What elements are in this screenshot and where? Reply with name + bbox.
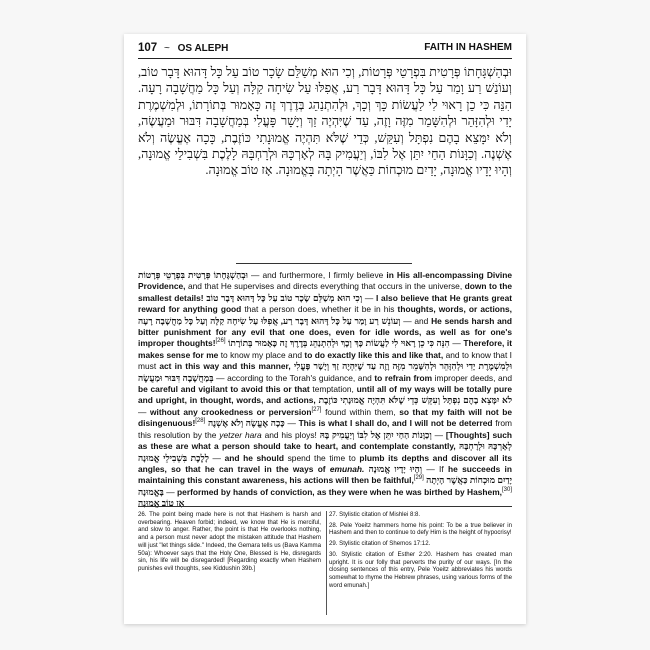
translation-bold: performed by hands of conviction, as they were when he was birthed by Hashem,: [177, 486, 502, 497]
hebrew-phrase: וּבְהַשְׁגָּחָתוֹ פְּרָטִית בִּפְרָטֵי פְּרָטוֹת: [138, 270, 248, 280]
translation-text: — If: [422, 463, 448, 474]
footnote-27: 27. Stylistic citation of Mishlei 8:8.: [329, 511, 421, 518]
section-divider: [236, 263, 412, 264]
translation-text: that a person does, whether it be in his: [241, 304, 398, 315]
translation-bold: he succeeds in maintaining this constant awareness, his actions will then be faithful,: [138, 463, 512, 486]
footnote-ref[interactable]: [28]: [195, 418, 206, 425]
translation-bold: He sends harsh and bitter punishment for any evil that one does, even for idle words, as well as for one's improper thoughts!: [138, 315, 512, 349]
translation-text: — according to the Torah's guidance, and: [213, 372, 375, 383]
translation-italic: emunah.: [329, 463, 365, 474]
translation-text: temptation,: [309, 384, 357, 395]
column-divider: [326, 511, 327, 615]
hebrew-phrase: כְּדֵי שֶׁלֹּא תִּהְיֶה אֱמוּנָתִי כּוֹזֶבֶת: [318, 395, 419, 406]
translation-text: —: [431, 429, 446, 440]
hebrew-phrase: כָּל דָּהוּא דָּבָר טוֹב: [206, 292, 266, 303]
translation-bold: Therefore, it makes sense for me: [138, 338, 513, 360]
translation-text: and his ploys!: [261, 429, 317, 440]
footnote-ref[interactable]: [26]: [215, 338, 226, 345]
footnotes-right-column: [329, 511, 512, 592]
hebrew-phrase: וְהָיוּ יָדָיו אֱמוּנָה: [368, 463, 423, 474]
hebrew-phrase: וְכִי הוּא מְשַׁלֵּם שָׂכָר טוֹב עַל: [268, 292, 363, 303]
translation-text: found within them,: [321, 406, 400, 417]
translation-bold: to do exactly like this and like that,: [304, 349, 444, 360]
translation-text: and that He supervises and directs everything that occurs in the universe,: [185, 281, 465, 292]
translation-bold: be careful and vigilant to avoid this or that: [138, 384, 310, 395]
hebrew-phrase: וְעוֹנֵשׁ רַע וָמַר עַל כָּל דָּהוּא דָּבָר רַע, אֲפִלּוּ עַל שִׂיחָה קַלָּה וְעַל כָּל מַחֲשָׁבָה רָעָה: [138, 315, 401, 326]
footnote-ref[interactable]: [30]: [501, 486, 512, 493]
footnotes-area: [138, 506, 512, 619]
hebrew-phrase: וְכַוָּנוֹת הַחַי יִתֵּן אֶל לִבּוֹ וְיַעֲמִיק בָּהּ: [319, 429, 432, 440]
footnote-29: 29. Stylistic citation of Shemos 17:12.: [329, 540, 431, 548]
translation-text: —: [362, 292, 376, 303]
page-number: 107: [138, 42, 158, 54]
hebrew-phrase: וּלְהִתְנַהֵג בְּדֶרֶךְ זֶה כָּאָמוּר בְּתוֹרָתוֹ: [228, 338, 339, 349]
footnote-28: 28. Pele Yoeitz hammers home his point: To be a true believer in Hashem and then to continue to defy Him is the height of hypocrisy!: [329, 521, 512, 537]
translation-bold: act in this way and this manner,: [159, 361, 291, 372]
translation-text: from this resolution by the: [138, 418, 512, 440]
footnotes-left-column: [138, 511, 321, 576]
hebrew-phrase: לֹא יִמָּצֵא בָהֶם נִפְתָּל וְעִקֵּשׁ: [421, 395, 513, 406]
section-title: OS ALEPH: [177, 43, 229, 54]
translation-bold: I also believe that He grants great reward for anything good: [138, 292, 513, 315]
translation-text: —: [208, 452, 225, 463]
translation-bold: in His all-encompassing Divine Providence,: [138, 270, 512, 292]
hebrew-phrase: אָז טוֹב אֱמוּנָה: [138, 498, 185, 509]
footnote-26: 26. The point being made here is not that Hashem is harsh and overbearing. Heaven forbid; indeed, we know that He is merciful, and slow to anger. Rather, the point is that He overlooks nothing, and a person must never adopt the mistaken attitude that Hashem will just "let things slide." Indeed, the Gemara tells us (Bava Kamma 50a): Whoever says that the Holy One, Blessed is He, disregards sin, his life will be disregarded! [Regarding exactly when Hashem punishes evil thoughts, see Kiddushin 39b.]: [138, 511, 321, 572]
translation-bold: to refrain from: [374, 372, 433, 383]
translation-bold: thoughts, words, or actions,: [397, 304, 513, 315]
translation-text: —: [284, 418, 299, 429]
book-page: [124, 34, 526, 624]
running-header: [138, 40, 512, 59]
translation-text: and to know that I must: [138, 349, 513, 372]
translation-bold: [Thoughts] such as these are what a person should take to heart, and contemplate constantly,: [138, 429, 512, 452]
translation-bold: plumb its depths and discover all its angles, so that he can travel in the ways of: [138, 452, 513, 474]
translation-block: [138, 270, 513, 509]
hebrew-paragraph: וּבְהַשְׁגָּחָתוֹ פְּרָטִית בִּפְרָטֵי פְּרָטוֹת, וְכִי הוּא מְשַׁלֵּם שָׂכָר טוֹב עַל כָּל דָּהוּא דָּבָר טוֹב, וְעוֹנֵשׁ רַע וָמַר עַל כָּל דָּהוּא דָּבָר רַע, אֲפִלּוּ עַל שִׂיחָה קַלָּה וְעַל כָּל מַחֲשָׁבָה רָעָה. הִנֵּה כִּי כֵן רָאוּי לִי לַעֲשׂוֹת כָּךְ וְכָךְ, וּלְהִתְנַהֵג בְּדֶרֶךְ זֶה כָּאָמוּר בְּתוֹרָתוֹ, וּלְמִשְׁמֶרֶת יָדִי וּלְהִזָּהֵר וּלְהִשָּׁמֵר מִזֶּה וָזֶה, עַד שֶׁיִּהְיֶה זַךְ וְיָשָׁר פָּעֳלִי בְּמַחֲשָׁבָה דִּבּוּר וּמַעֲשֶׂה, וְלֹא יִמָּצֵא בָהֶם נִפְתָּל וְעִקֵּשׁ, כְּדֵי שֶׁלֹּא תִּהְיֶה אֱמוּנָתִי כּוֹזֶבֶת, כָּכָה אֶעֱשֶׂה וְלֹא אֶשְׁנֶה. וְכַוָּנוֹת הַחַי יִתֵּן אֶל לִבּוֹ, וְיַעֲמִיק בָּהּ לְאָרְכָּהּ וּלְרָחְבָּהּ לָלֶכֶת בִּשְׁבִילֵי אֱמוּנָה, וְהָיוּ יָדָיו אֱמוּנָה, יָדַיִם מוּכְחוֹת כַּאֲשֶׁר הָיְתָה בָּאֱמוּנָה. אָז טוֹב אֱמוּנָה.: [138, 65, 512, 178]
translation-text: —: [449, 338, 464, 349]
translation-text: —: [163, 486, 178, 497]
translation-text: spend the time to: [283, 452, 360, 463]
hebrew-phrase: וּלְמִשְׁמֶרֶת יָדִי וּלְהִזָּהֵר וּלְהִשָּׁמֵר מִזֶּה וָזֶה עַד שֶׁיִּהְיֶה זַךְ וְיָשָׁר פָּעֳלִי בְּמַחֲשָׁבָה דִּבּוּר וּמַעֲשֶׂה: [138, 361, 512, 383]
hebrew-phrase: לְאָרְכָּהּ וּלְרָחְבָּהּ לָלֶכֶת בִּשְׁבִילֵי אֱמוּנָה: [138, 441, 512, 463]
hebrew-phrase: כָּכָה אֶעֱשֶׂה וְלֹא אֶשְׁנֶה: [207, 418, 285, 429]
footnote-30: 30. Stylistic citation of Esther 2:20. Hashem has created man upright. It is our folly that perverts the purity of our ways. [In the closing sentences of this entry, Pele Yoeitz abbreviates his words somewhat to rhyme the Hebrew phrases, using various forms of the word emunah.]: [329, 550, 512, 589]
translation-bold: so that my faith will not be disingenuous!: [138, 406, 512, 429]
translation-bold: and he should: [224, 452, 284, 463]
header-left: [138, 40, 228, 57]
translation-text: to know my place and: [218, 349, 305, 360]
translation-text: improper deeds, and: [432, 372, 512, 383]
chapter-title: FAITH IN HASHEM: [424, 42, 512, 53]
translation-bold: without any crookedness or perversion: [149, 406, 312, 417]
translation-paragraph: [138, 270, 512, 510]
footnote-ref[interactable]: [29]: [413, 475, 424, 482]
hebrew-text-block: [138, 64, 512, 256]
translation-bold: until all of my ways will be totally pure and upright, in thought, words, and actions,: [138, 384, 513, 406]
translation-text: —: [138, 406, 150, 417]
hebrew-phrase: יָדַיִם מוּכְחוֹת כַּאֲשֶׁר הָיְתָה בָּאֱמוּנָה: [138, 475, 512, 497]
hebrew-phrase: הִנֵּה כִּי כֵן רָאוּי לִי לַעֲשׂוֹת כָּךְ וְכָךְ: [340, 338, 450, 349]
footnote-ref[interactable]: [27]: [311, 407, 322, 414]
translation-bold: down to the smallest details!: [138, 281, 512, 303]
translation-text: — and: [400, 315, 432, 326]
translation-bold: This is what I shall do, and I will not be deterred: [298, 418, 493, 429]
ornament-icon: ~: [163, 43, 170, 54]
translation-text: — and furthermore, I firmly believe: [247, 270, 387, 280]
translation-italic: yetzer hara: [219, 429, 262, 440]
